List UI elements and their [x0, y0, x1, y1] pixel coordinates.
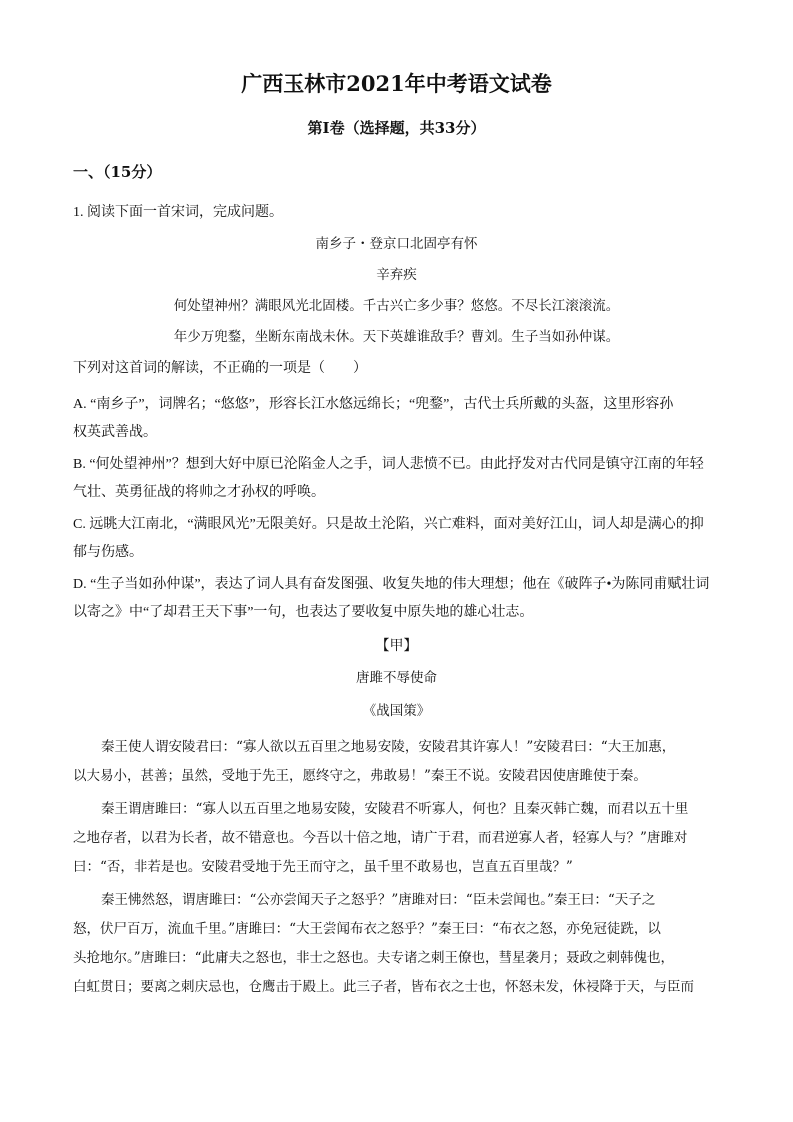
passage-line: 秦王怫然怒，谓唐雎曰：“公亦尝闻天子之怒乎？”唐雎对曰：“臣未尝闻也。”秦王曰：“天子之	[101, 892, 656, 908]
option-c	[73, 511, 721, 567]
passage-line: 头抢地尔。”唐雎曰：“此庸夫之怒也，非士之怒也。夫专诸之刺王僚也，彗星袭月；聂政之刺韩傀也，	[73, 950, 675, 966]
passage-title: 唐雎不辱使命	[356, 670, 437, 686]
page-title: 广西玉林市2021年中考语文试卷	[241, 71, 552, 96]
passage-paragraph	[73, 733, 721, 791]
option-text: 气壮、英勇征战的将帅之才孙权的呼唤。	[73, 485, 325, 500]
passage-line: 白虹贯日；要离之刺庆忌也，仓鹰击于殿上。此三子者，皆布衣之士也，怀怒未发，休祲降于天，与臣而	[73, 979, 694, 995]
passage-paragraph	[73, 795, 721, 882]
poem-line: 何处望神州？满眼风光北固楼。千古兴亡多少事？悠悠。不尽长江滚滚流。	[173, 298, 620, 314]
option-text: 以寄之》中“了却君王天下事”一句，也表达了要收复中原失地的雄心壮志。	[73, 605, 534, 620]
option-text: 权英武善战。	[73, 425, 157, 440]
option-text: 郁与伤感。	[73, 545, 143, 560]
poem-author: 辛弃疾	[376, 267, 417, 283]
option-text: D. “生子当如孙仲谋”，表达了词人具有奋发图强、收复失地的伟大理想；他在《破阵子•为陈同甫赋壮词	[73, 577, 710, 592]
passage-label: 【甲】	[375, 639, 418, 654]
option-d	[73, 571, 721, 627]
poem-line: 年少万兜鍪，坐断东南战未休。天下英雄谁敌手？曹刘。生子当如孙仲谋。	[173, 329, 620, 345]
volume-subtitle: 第Ⅰ卷（选择题，共33分）	[307, 119, 486, 137]
option-text: A. “南乡子”，词牌名；“悠悠”，形容长江水悠远绵长；“兜鍪”，古代士兵所戴的头盔，这里形容孙	[73, 397, 674, 412]
question-instruction: 1. 阅读下面一首宋词，完成问题。	[73, 205, 283, 220]
passage-source: 《战国策》	[362, 703, 431, 719]
option-text: B. “何处望神州”？想到大好中原已沦陷金人之手，词人悲愤不已。由此抒发对古代同是镇守江南的年轻	[73, 457, 704, 472]
passage-line: 秦王使人谓安陵君曰：“寡人欲以五百里之地易安陵，安陵君其许寡人！”安陵君曰：“大王加惠，	[101, 739, 676, 755]
option-text: C. 远眺大江南北，“满眼风光”无限美好。只是故土沦陷，兴亡难料，面对美好江山，词人却是满心的抑	[73, 517, 704, 532]
passage-line: 怒，伏尸百万，流血千里。”唐雎曰：“大王尝闻布衣之怒乎？”秦王曰：“布衣之怒，亦免冠徒跣，以	[73, 921, 661, 937]
option-a	[73, 391, 721, 447]
passage-line: 秦王谓唐雎曰：“寡人以五百里之地易安陵，安陵君不听寡人，何也？且秦灭韩亡魏，而君以五十里	[101, 801, 689, 817]
section-heading: 一、（15分）	[73, 163, 162, 181]
question-prompt: 下列对这首词的解读，不正确的一项是（ ）	[73, 361, 367, 376]
passage-line: 之地存者，以君为长者，故不错意也。今吾以十倍之地，请广于君，而君逆寡人者，轻寡人与？”唐雎对	[73, 830, 688, 846]
passage-line: 以大易小，甚善；虽然，受地于先王，愿终守之，弗敢易！”秦王不说。安陵君因使唐雎使于秦。	[73, 768, 647, 784]
passage-line: 曰：“否，非若是也。安陵君受地于先王而守之，虽千里不敢易也，岂直五百里哉？”	[73, 859, 573, 875]
option-b	[73, 451, 721, 507]
passage-paragraph	[73, 886, 721, 1002]
poem-title: 南乡子・登京口北固亭有怀	[315, 236, 478, 252]
